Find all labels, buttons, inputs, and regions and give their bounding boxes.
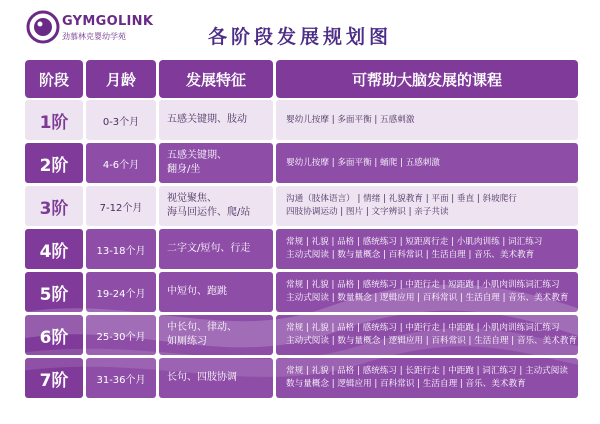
courses-line: 常规 | 礼貌 | 品格 | 感统练习 | 中距行走 | 中距跑 | 小肌肉训练词汇练习 [286, 323, 560, 333]
age-cell: 31-36个月 [86, 358, 156, 398]
traits-line: 中短句、跑跳 [167, 286, 227, 297]
traits-line: 长句、四肢协调 [167, 372, 237, 383]
traits-line: 如厕练习 [167, 336, 207, 347]
courses-cell [276, 186, 578, 226]
stage-cell: 2阶 [25, 143, 83, 183]
brand-name-en: GYMGOLINK [62, 14, 154, 29]
traits-cell [159, 229, 273, 269]
age-cell: 4-6个月 [86, 143, 156, 183]
header-age: 月龄 [86, 60, 156, 98]
traits-line: 五感关键期、 [167, 150, 227, 161]
stage-cell: 6阶 [25, 315, 83, 355]
courses-cell [276, 315, 578, 355]
courses-line: 数与量概念 | 逻辑应用 | 百科常识 | 生活自理 | 音乐、美术教育 [286, 379, 526, 389]
traits-cell [159, 100, 273, 140]
courses-line: 婴幼儿按摩 | 多面平衡 | 蛹爬 | 五感刺激 [286, 157, 440, 168]
brand-name-cn: 劲慕林克婴幼学苑 [62, 32, 126, 41]
table-header-row [25, 60, 578, 98]
age-cell: 13-18个月 [86, 229, 156, 269]
header-courses: 可帮助大脑发展的课程 [276, 60, 578, 98]
courses-line: 常规 | 礼貌 | 品格 | 感统练习 | 长距行走 | 中距跑 | 词汇练习 | 主动式阅读 [286, 366, 568, 376]
header-stage: 阶段 [25, 60, 83, 98]
courses-cell [276, 358, 578, 398]
header [0, 0, 600, 58]
traits-cell [159, 186, 273, 226]
traits-cell [159, 358, 273, 398]
traits-cell [159, 272, 273, 312]
courses-line: 常规 | 礼貌 | 品格 | 感统练习 | 中距行走 | 短距跑 | 小肌肉训练词汇练习 [286, 280, 560, 290]
traits-cell [159, 315, 273, 355]
courses-line: 主动式阅读 | 数与量概念 | 逻辑应用 | 百科常识 | 生活自理 | 音乐、美术教育 [286, 336, 578, 346]
traits-cell [159, 143, 273, 183]
courses-cell [276, 272, 578, 312]
courses-line: 主动式阅读 | 数与量概念 | 百科常识 | 生活自理 | 音乐、美术教育 [286, 250, 535, 260]
age-cell: 0-3个月 [86, 100, 156, 140]
traits-line: 翻身/坐 [167, 164, 201, 175]
traits-line: 中长句、律动、 [167, 322, 237, 333]
courses-cell [276, 229, 578, 269]
traits-line: 海马回运作、爬/站 [167, 207, 251, 218]
courses-line: 沟通（肢体语言） | 情绪 | 礼貌教育 | 平面 | 垂直 | 斜坡爬行 [286, 194, 517, 204]
traits-line: 二字文/短句、行走 [167, 243, 251, 254]
courses-cell [276, 100, 578, 140]
courses-line: 主动式阅读 | 数量概念 | 逻辑应用 | 百科常识 | 生活自理 | 音乐、美术教育 [286, 293, 569, 303]
stage-cell: 7阶 [25, 358, 83, 398]
courses-line: 四肢协调运动 | 图片 | 文字辨识 | 亲子共读 [286, 207, 449, 217]
traits-line: 视觉聚焦、 [167, 193, 217, 204]
traits-line: 五感关键期、肢动 [167, 114, 247, 125]
courses-line: 婴幼儿按摩 | 多面平衡 | 五感刺激 [286, 114, 415, 125]
courses-line: 常规 | 礼貌 | 品格 | 感统练习 | 短距离行走 | 小肌肉训练 | 词汇练习 [286, 237, 543, 247]
page-title: 各阶段发展规划图 [207, 26, 392, 48]
age-cell: 25-30个月 [86, 315, 156, 355]
courses-cell [276, 143, 578, 183]
header-traits: 发展特征 [159, 60, 273, 98]
stage-table [25, 60, 578, 398]
age-cell: 19-24个月 [86, 272, 156, 312]
stage-cell: 1阶 [25, 100, 83, 140]
stage-cell: 4阶 [25, 229, 83, 269]
stage-cell: 5阶 [25, 272, 83, 312]
stage-cell: 3阶 [25, 186, 83, 226]
age-cell: 7-12个月 [86, 186, 156, 226]
